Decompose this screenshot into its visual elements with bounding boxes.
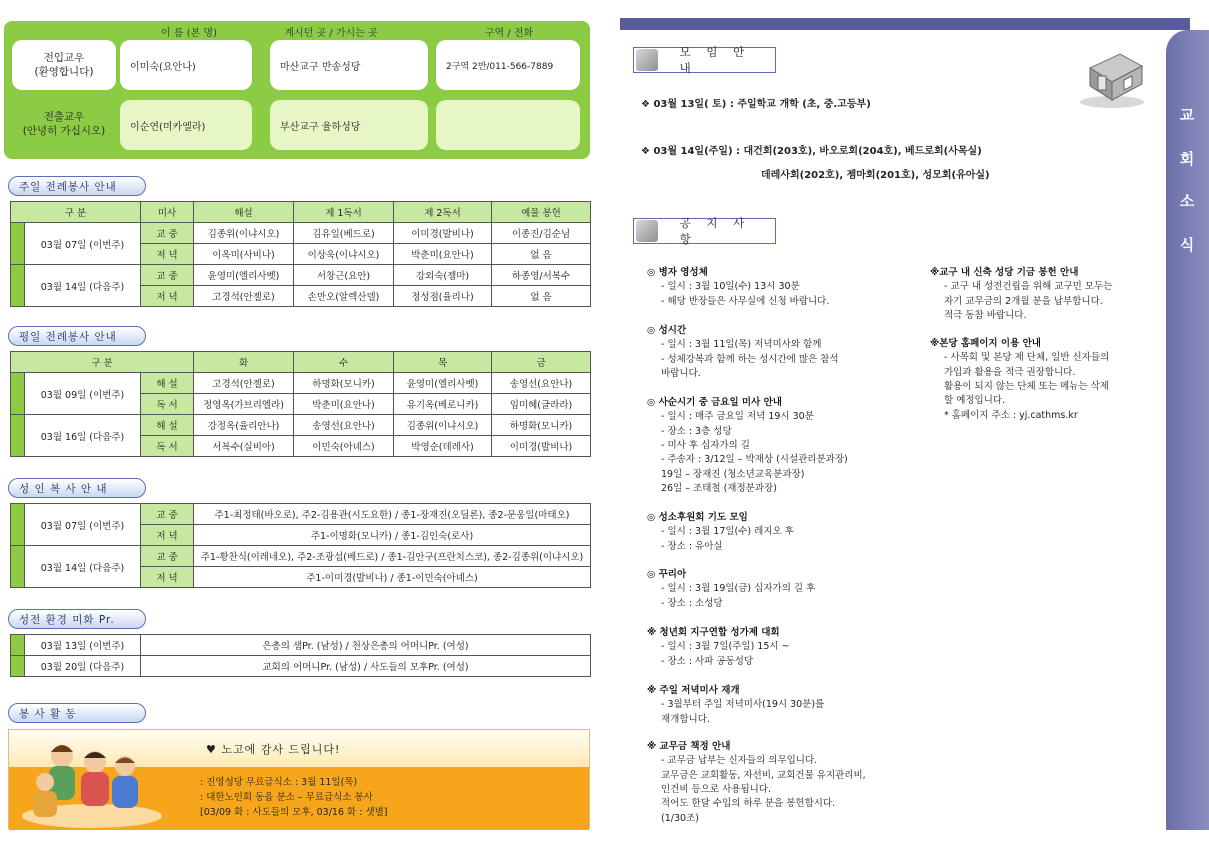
notice-title: ※본당 홈페이지 이용 안내 xyxy=(930,338,1041,349)
altar-mass: 저 녁 xyxy=(141,525,194,546)
row-marker xyxy=(11,223,25,265)
notice-line: - 주송자 : 3/12일 – 박재상 (시설관리분과장) xyxy=(661,454,848,466)
notice-line: - 미사 후 십자가의 길 xyxy=(661,439,750,451)
notice-title: ◎ 꾸리아 xyxy=(647,569,687,580)
row-marker xyxy=(11,265,25,307)
side-title-char: 식 xyxy=(1179,236,1195,254)
row-marker xyxy=(11,504,25,546)
sunday-cell: 없 음 xyxy=(492,244,591,265)
sunday-cell: 김유일(베드로) xyxy=(294,223,394,244)
weekday-cell: 이미경(발비나) xyxy=(492,436,591,457)
row-marker xyxy=(11,415,25,457)
cleaning-table xyxy=(10,634,591,677)
sunday-cell: 하종영/서복수 xyxy=(492,265,591,286)
table-row xyxy=(11,656,591,677)
weekday-header-fri: 금 xyxy=(492,352,591,373)
transfer-in-zone: 2구역 2반/011-566-7889 xyxy=(436,40,580,90)
transfer-out-name: 이순연(미카엘라) xyxy=(120,100,252,150)
notice-line: * 홈페이지 주소 : yj.cathms.kr xyxy=(944,409,1078,421)
sunday-header-commentary: 해설 xyxy=(194,202,294,223)
notice-line: 적어도 한달 수입의 하루 분을 봉헌합시다. xyxy=(661,798,836,810)
cleaning-date: 03월 13일 (이번주) xyxy=(25,635,141,656)
sunday-table xyxy=(10,201,591,307)
notice-title: ◎ 성소후원회 기도 모임 xyxy=(647,512,748,523)
notice-line: 활용이 되지 않는 단체 또는 메뉴는 삭제 xyxy=(944,380,1109,392)
weekday-cell: 박춘미(요안나) xyxy=(294,394,394,415)
volunteers-illustration-icon xyxy=(17,736,167,828)
altar-mass: 교 중 xyxy=(141,504,194,525)
weekday-cell: 박영순(데레사) xyxy=(394,436,492,457)
sunday-date: 03월 07일 (이번주) xyxy=(25,223,141,265)
weekday-header-wed: 수 xyxy=(294,352,394,373)
weekday-cell: 윤영미(엘리사벳) xyxy=(394,373,492,394)
person-photo-icon xyxy=(636,49,658,71)
weekday-role: 해 설 xyxy=(141,373,194,394)
notice-line: - 장소 : 3층 성당 xyxy=(661,425,732,437)
sunday-header-division: 구 분 xyxy=(11,202,141,223)
notice-line: - 일시 : 매주 금요일 저녁 19시 30분 xyxy=(661,411,814,423)
sunday-date: 03월 14일 (다음주) xyxy=(25,265,141,307)
weekday-header-division: 구 분 xyxy=(11,352,194,373)
person-photo-icon xyxy=(636,220,658,242)
meeting-item: ❖ 03월 14일(주일) : 대건회(203호), 바오로회(204호), 베드로회(사목실) xyxy=(641,146,982,157)
weekday-cell: 이민숙(아녜스) xyxy=(294,436,394,457)
notice-line: - 교무금 납부는 신자들의 의무입니다. xyxy=(661,755,818,767)
sunday-cell: 이옥미(사비나) xyxy=(194,244,294,265)
meeting-item-continued: 데레사회(202호), 젬마회(201호), 성모회(유아실) xyxy=(761,170,990,181)
row-marker xyxy=(11,546,25,588)
cleaning-cell: 은총의 샘Pr. (남성) / 천상은총의 어머니Pr. (여성) xyxy=(141,635,591,656)
sunday-cell: 이미경(발비나) xyxy=(394,223,492,244)
notice-line: - 장소 : 소성당 xyxy=(661,597,723,609)
table-row xyxy=(11,223,591,244)
notice-line: - 3월부터 주일 저녁미사(19시 30분)를 xyxy=(661,699,825,711)
notice-line: - 일시 : 3월 19일(금) 십자가의 길 후 xyxy=(661,583,816,595)
sunday-cell: 없 음 xyxy=(492,286,591,307)
weekday-table xyxy=(10,351,591,457)
weekday-cell: 하명화(모니카) xyxy=(294,373,394,394)
notice-title-text: 공 지 사 항 xyxy=(679,216,751,246)
altar-mass: 교 중 xyxy=(141,546,194,567)
side-title-char: 회 xyxy=(1179,150,1195,168)
weekday-section-title: 평일 전례봉사 안내 xyxy=(8,326,146,346)
transfer-out-label-line1: 전출교우 xyxy=(43,111,85,123)
side-title-char: 교 xyxy=(1179,106,1195,124)
sunday-cell: 강외숙(젬마) xyxy=(394,265,492,286)
sunday-mass: 저 녁 xyxy=(141,286,194,307)
notice-line: 적극 동참 바랍니다. xyxy=(944,309,1027,321)
table-row xyxy=(11,546,591,567)
sunday-header-mass: 미사 xyxy=(141,202,194,223)
altar-date: 03월 14일 (다음주) xyxy=(25,546,141,588)
altar-cell: 주1-최정태(바오로), 주2-김용관(시도요한) / 종1-장재진(오딜론), 종2-문웅일(마태오) xyxy=(194,504,591,525)
sunday-section-title: 주일 전례봉사 안내 xyxy=(8,176,146,196)
table-row xyxy=(11,373,591,394)
service-line-3: [03/09 화 : 사도들의 모후, 03/16 화 : 샛별] xyxy=(200,807,388,818)
sunday-header-reading1: 제 1독서 xyxy=(294,202,394,223)
weekday-role: 해 설 xyxy=(141,415,194,436)
weekday-cell: 김종위(이냐시오) xyxy=(394,415,492,436)
sunday-cell: 고경석(안젤로) xyxy=(194,286,294,307)
meeting-item: ❖ 03월 13일( 토) : 주일학교 개학 (초, 중.고등부) xyxy=(641,99,871,110)
weekday-header-tue: 화 xyxy=(194,352,294,373)
notice-line: - 일시 : 3월 10일(수) 13시 30분 xyxy=(661,281,800,293)
altar-cell: 주1-이미경(발비나) / 종1-이민숙(아녜스) xyxy=(194,567,591,588)
notice-line: - 해당 반장들은 사무실에 신청 바랍니다. xyxy=(661,295,830,307)
notice-title: ※ 교무금 책정 안내 xyxy=(647,741,731,752)
notice-line: - 일시 : 3월 17일(수) 레지오 후 xyxy=(661,526,794,538)
notice-line: 인건비 등으로 사용됩니다. xyxy=(661,783,772,795)
weekday-cell: 임미혜(글라라) xyxy=(492,394,591,415)
transfer-out-zone xyxy=(436,100,580,150)
weekday-cell: 송영선(요안나) xyxy=(294,415,394,436)
table-row xyxy=(11,415,591,436)
sunday-mass: 저 녁 xyxy=(141,244,194,265)
cleaning-section-title: 성전 환경 미화 Pr. xyxy=(8,609,146,629)
notice-title: ※ 청년회 지구연합 성가제 대회 xyxy=(647,627,780,638)
mailbox-icon xyxy=(1072,40,1152,110)
notice-title: ※교구 내 신축 성당 기금 봉헌 안내 xyxy=(930,267,1079,278)
transfer-in-name: 이미숙(요안나) xyxy=(120,40,252,90)
transfer-panel xyxy=(4,21,590,159)
transfer-out-place: 부산교구 율하성당 xyxy=(270,100,428,150)
meeting-title-text: 모 임 안 내 xyxy=(679,45,751,75)
notice-line: - 교구 내 성전건립을 위해 교구민 모두는 xyxy=(944,281,1113,293)
sunday-header-offering: 예물 봉헌 xyxy=(492,202,591,223)
notice-line: - 장소 : 사파 공동성당 xyxy=(661,655,754,667)
altar-date: 03월 07일 (이번주) xyxy=(25,504,141,546)
notice-title: ※ 주일 저녁미사 재개 xyxy=(647,685,740,696)
weekday-cell: 유기옥(베로니카) xyxy=(394,394,492,415)
notice-line: - 사목회 및 본당 제 단체, 일반 신자들의 xyxy=(944,352,1110,364)
notice-line: 할 예정입니다. xyxy=(944,395,1006,407)
service-line-2: : 대한노인회 동읍 분소 – 무료급식소 봉사 xyxy=(200,792,373,803)
altar-cell: 주1-황찬식(이레네오), 주2-조광섭(베드로) / 종1-김안구(프란치스코), 종2-김종위(이냐시오) xyxy=(194,546,591,567)
notice-line: - 성체강복과 함께 하는 성시간에 많은 참석 xyxy=(661,353,839,365)
notice-title: ◎ 병자 영성체 xyxy=(647,267,708,278)
notice-line: 가입과 활용을 적극 권장합니다. xyxy=(944,366,1076,378)
sunday-cell: 이상욱(이냐시오) xyxy=(294,244,394,265)
weekday-date: 03월 16일 (다음주) xyxy=(25,415,141,457)
sunday-mass: 교 중 xyxy=(141,223,194,244)
notice-line: 자기 교무금의 2개월 분을 납부합니다. xyxy=(944,295,1103,307)
row-marker xyxy=(11,373,25,415)
row-marker xyxy=(11,635,25,656)
sunday-cell: 박춘미(요안나) xyxy=(394,244,492,265)
meeting-section-title xyxy=(633,47,776,73)
transfer-in-label xyxy=(12,40,116,90)
altar-section-title: 성 인 복 사 안 내 xyxy=(8,478,146,498)
service-section-title: 봉 사 활 동 xyxy=(8,703,146,723)
notice-title: ◎ 성시간 xyxy=(647,325,687,336)
side-title-char: 소 xyxy=(1179,192,1195,210)
weekday-cell: 강정옥(율리안나) xyxy=(194,415,294,436)
transfer-header-zone: 구역 / 전화 xyxy=(484,28,534,39)
notice-line: - 일시 : 3월 11일(목) 저녁미사와 함께 xyxy=(661,339,822,351)
sunday-mass: 교 중 xyxy=(141,265,194,286)
altar-mass: 저 녁 xyxy=(141,567,194,588)
transfer-in-label-line1: 전입교우 xyxy=(43,52,85,64)
notice-line: - 일시 : 3월 7일(주일) 15시 ~ xyxy=(661,641,790,653)
transfer-header-name: 이 름 (본 명) xyxy=(161,28,217,39)
sunday-header-row xyxy=(11,202,591,223)
weekday-cell: 하명화(모니카) xyxy=(492,415,591,436)
weekday-role: 독 서 xyxy=(141,436,194,457)
notice-line: (1/30조) xyxy=(661,812,699,824)
notice-line: 바랍니다. xyxy=(661,367,701,379)
service-thanks: ♥ 노고에 감사 드립니다! xyxy=(206,743,341,756)
notice-section-title xyxy=(633,218,776,244)
cleaning-cell: 교회의 어머니Pr. (남성) / 사도들의 모후Pr. (여성) xyxy=(141,656,591,677)
transfer-out-label-line2: (안녕히 가십시오) xyxy=(22,125,106,137)
weekday-header-thu: 목 xyxy=(394,352,492,373)
weekday-role: 독 서 xyxy=(141,394,194,415)
weekday-cell: 정영옥(가브리엘라) xyxy=(194,394,294,415)
sunday-cell: 손만오(알렉산델) xyxy=(294,286,394,307)
notice-line: 26일 – 조태철 (재정분과장) xyxy=(661,482,777,494)
weekday-header-row xyxy=(11,352,591,373)
service-line-1: : 진영성당 무료급식소 : 3월 11일(목) xyxy=(200,777,358,788)
notice-line: 재개합니다. xyxy=(661,713,710,725)
transfer-header-place: 계시던 곳 / 가시는 곳 xyxy=(284,28,378,39)
sunday-cell: 정성점(율리나) xyxy=(394,286,492,307)
sunday-cell: 이종진/김순님 xyxy=(492,223,591,244)
cleaning-date: 03월 20일 (다음주) xyxy=(25,656,141,677)
weekday-cell: 송영선(요안나) xyxy=(492,373,591,394)
altar-table xyxy=(10,503,591,588)
transfer-in-label-line2: (환영합니다) xyxy=(34,66,94,78)
altar-cell: 주1-이명화(모니카) / 종1-김인숙(로사) xyxy=(194,525,591,546)
right-page-top-bar xyxy=(620,18,1190,30)
notice-line: 19일 – 장재진 (청소년교육분과장) xyxy=(661,468,805,480)
weekday-date: 03월 09일 (이번주) xyxy=(25,373,141,415)
row-marker xyxy=(11,656,25,677)
table-row xyxy=(11,265,591,286)
notice-line: 교무금은 교회활동, 자선비, 교회건물 유지관리비, xyxy=(661,769,866,781)
notice-line: - 장소 : 유아실 xyxy=(661,540,723,552)
weekday-cell: 고경석(안젤로) xyxy=(194,373,294,394)
weekday-cell: 서복수(실비아) xyxy=(194,436,294,457)
transfer-in-place: 마산교구 반송성당 xyxy=(270,40,428,90)
service-panel xyxy=(8,729,590,829)
sunday-cell: 서창근(요안) xyxy=(294,265,394,286)
notice-title: ◎ 사순시기 중 금요일 미사 안내 xyxy=(647,397,782,408)
transfer-out-label xyxy=(10,98,118,150)
table-row xyxy=(11,635,591,656)
sunday-cell: 김종위(이냐시오) xyxy=(194,223,294,244)
sunday-header-reading2: 제 2독서 xyxy=(394,202,492,223)
table-row xyxy=(11,504,591,525)
sunday-cell: 윤영미(엘리사벳) xyxy=(194,265,294,286)
